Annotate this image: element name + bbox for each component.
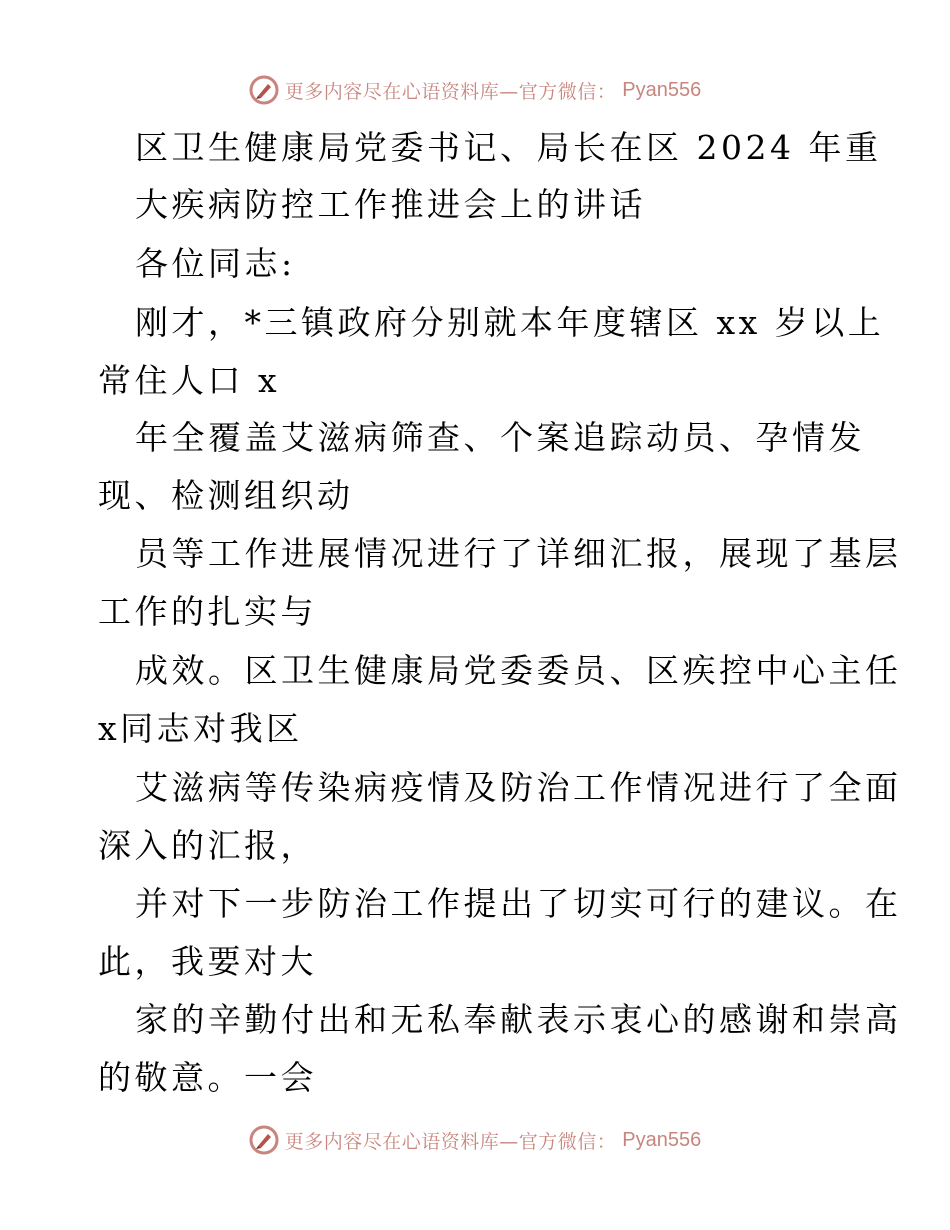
- watermark-text: 更多内容尽在心语资料库—官方微信：: [284, 80, 617, 103]
- document-title-line-1: 区卫生健康局党委书记、局长在区 2024 年重: [135, 128, 882, 167]
- body-line: 刚才，*三镇政府分别就本年度辖区 xx 岁以上: [135, 303, 885, 342]
- body-line: 的敬意。一会: [98, 1058, 317, 1097]
- body-line: x同志对我区: [98, 709, 303, 748]
- body-line: 成效。区卫生健康局党委委员、区疾控中心主任: [135, 651, 902, 690]
- header-watermark: [0, 72, 950, 108]
- body-line: 年全覆盖艾滋病筛查、个案追踪动员、孕情发: [135, 418, 865, 457]
- body-line: 员等工作进展情况进行了详细汇报，展现了基层: [135, 534, 902, 573]
- document-title-line-2: 大疾病防控工作推进会上的讲话: [135, 185, 646, 224]
- pen-nib-icon: [249, 75, 279, 105]
- body-line: 现、检测组织动: [98, 476, 354, 515]
- body-line: 常住人口 x: [98, 361, 281, 400]
- watermark-text: 更多内容尽在心语资料库—官方微信：: [284, 1130, 617, 1153]
- greeting: 各位同志:: [135, 244, 296, 283]
- footer-watermark: [0, 1122, 950, 1158]
- body-line: 工作的扎实与: [98, 592, 317, 631]
- body-line: 艾滋病等传染病疫情及防治工作情况进行了全面: [135, 768, 902, 807]
- body-line: 深入的汇报，: [98, 826, 317, 865]
- watermark-wechat-id: Pyan556: [622, 78, 702, 101]
- body-line: 此，我要对大: [98, 942, 317, 981]
- watermark-wechat-id: Pyan556: [622, 1128, 702, 1151]
- pen-nib-icon: [249, 1125, 279, 1155]
- body-line: 家的辛勤付出和无私奉献表示衷心的感谢和崇高: [135, 1000, 902, 1039]
- body-line: 并对下一步防治工作提出了切实可行的建议。在: [135, 884, 902, 923]
